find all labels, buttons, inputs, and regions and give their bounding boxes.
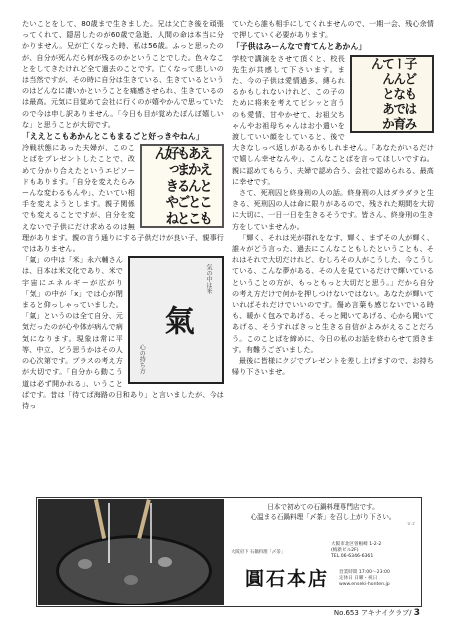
calligraphy-side-right: 気の中は米: [205, 264, 212, 295]
page-number: 3: [413, 608, 420, 618]
right-paragraph-4: 「輝く、それは光が群れをなす、輝く、まずその人が輝く、誰々がどう言った、過去にこんなこともしたということも、それはそれで大切だけれど、むしろその人がこうした、今こうしている、こんな夢がある、その人を見ているだけで輝いているということの方が、もっともっと大切だと思う。」だから自分の考え方だけで何かを押しつけないではない。あなたが輝いていればそれだけでいいのです。傷め言葉も感じないでいる時も、暖かく包みであげる、そっと聞いてあげる、心から聞いてあげる、そうすればきっと生きる自信がよみがえることだろう。このことばを締めに、今日の私のお話を終わらせて頂きます。有難うございました。: [232, 232, 434, 354]
right-heading-2: 「子供はみーんなで育てんとあかん」: [232, 42, 367, 52]
ad-tel: TEL.06-6346-6361: [331, 554, 374, 560]
right-paragraph-5: 最後に皆様にクジでプレゼントを差し上げますので、お持ち帰り下さいませ。: [232, 356, 434, 377]
left-paragraph-2: 冷戦状態にあった夫婦が、このことばをプレゼントしたことで、改めて分かり合えたというエピソードもあります。「自分を変えたらみーんな変わるもんや」、たいてい相手を変えようとします。親子関係でも変えることですが、自分を変えないで子供にだけ求めるのは無理があります。親の言う通りにする子供だけが良い子、親事行ではありません。: [22, 143, 224, 254]
ad-slogan-line-2: 心温まる石鍋料理「〆茶」を召し上がり下さい。: [250, 513, 396, 521]
right-paragraph-2: 学校で講演をさせて頂くと、校長先生が共感して下さいます。また、今の子供は愛情過多、縛られるかもしれないけれど、この子のために将来を考えてピシッと言うのも愛情、甘やかせて、お祖父ちゃんやお祖母ちゃんはお小遣いを渡していい顔をしていると、後で大きなしっぺ返しがあるかもしれません。「あなたがいるだけで嬉しん幸せなんや」、こんなことばを言ってほしいですね。親に認めてもらう、夫婦で認め合う、会社で認められる、最高に幸せです。: [232, 53, 434, 186]
right-column: [232, 18, 434, 512]
ad-left-label: 大阪府下 石鍋料理「〆茶」: [231, 550, 286, 555]
issue-number: No.653: [333, 609, 359, 617]
ad-slogan-block: [231, 502, 415, 527]
chopsticks-shape: [94, 499, 106, 539]
page-footer: [334, 608, 420, 618]
ad-address-line-2: (梅新ビル2F): [331, 548, 359, 554]
ad-hours-block: [339, 570, 419, 589]
ad-url: www.enseki-honten.jp: [339, 582, 390, 588]
restaurant-advertisement: [36, 497, 422, 607]
hotpot-photo: [38, 499, 224, 605]
ad-slogan-line-1: 日本で初めての石鍋料理専門店です。: [267, 503, 379, 511]
ad-contact-block: [331, 542, 415, 561]
left-heading-2: 「ええとこもあかんとこもまるごと好っきやねん」: [22, 132, 204, 142]
restaurant-logo: 圓石本店: [245, 568, 330, 590]
calligraphy-figure-1: [350, 55, 434, 133]
ad-address-line-1: 大阪市北区曽根崎 1-2-2: [331, 542, 382, 547]
ad-slogan-sub: ロゴ: [407, 521, 415, 526]
calligraphy-text-1: 子どもはみーんなで育てんとあかん: [367, 56, 417, 131]
calligraphy-text-2: ええとこもあかんとこもまるごと好っきやねん: [152, 146, 213, 227]
left-paragraph-3: 「氣」の中は「米」永六輔さんは、日本は米文化であり、米で宇宙にエネルギーが広がり「気」の中が「x」では心が閉まると仰っしゃっていました。「氣」というのは全て自分、元気だったのが心や体が病んで病気になります。現象は常に平等、中立、どう思うかはその人の心次第です。プラスの考え方が大切です。「自分から動こう道は必ず開かれる」、いうことばです。昔は「待てば海路の日和あり」と言いましたが、今は待っ: [22, 255, 224, 410]
calligraphy-text-3: 氣: [158, 304, 194, 336]
vegetable-shape: [158, 557, 172, 567]
calligraphy-figure-2: [140, 144, 224, 228]
right-paragraph-1: ていたら誰も相手にしてくれませんので、一期一会、残心余情で押していく必要があります。: [232, 19, 434, 40]
vegetable-shape: [124, 575, 138, 585]
calligraphy-figure-3: [128, 256, 224, 384]
calligraphy-side-left: 心の持ち方: [138, 343, 146, 375]
ad-holiday: 定休日 日曜・祝日: [339, 576, 378, 582]
right-paragraph-3: さて、死刑囚と終身刑の人の話。終身刑の人はダラダラと生きる、死刑囚の人は命に限りがあるので、残された期間を大切に大切に、一日一日を生きるそうです。皆さん、終身刑の生き方をしていませんか。: [232, 188, 434, 231]
magazine-name: アキナイクラブ/: [361, 609, 412, 617]
vegetable-shape: [78, 559, 92, 569]
left-paragraph-1: たいことをして、80歳まで生きました。兄は父亡き後を頑張ってくれて、隠居したのが60歳で急逝、人間の命は本当に分かりません。兄が亡くなった時、私は56歳。ふっと思ったのが、自分が死んだら何が残るのかということでした。色々なことをしてきたけれど全て過去のことです。亡くなって悲しいのは当然ですが、その時に自分は生きている、生きているというのはどんなに凄いかということを痛感させられ、生きているのは最高。元気に目覚めて会社に行くのが嬉やかんで思っていたので今は申し訳ありません。「今日も目が覚めたぼんぼ嬉しいな」と思うことが大切です。: [22, 19, 224, 129]
ad-hours: 営業時間 17:00〜23:00: [339, 570, 390, 575]
left-column: [22, 18, 224, 512]
